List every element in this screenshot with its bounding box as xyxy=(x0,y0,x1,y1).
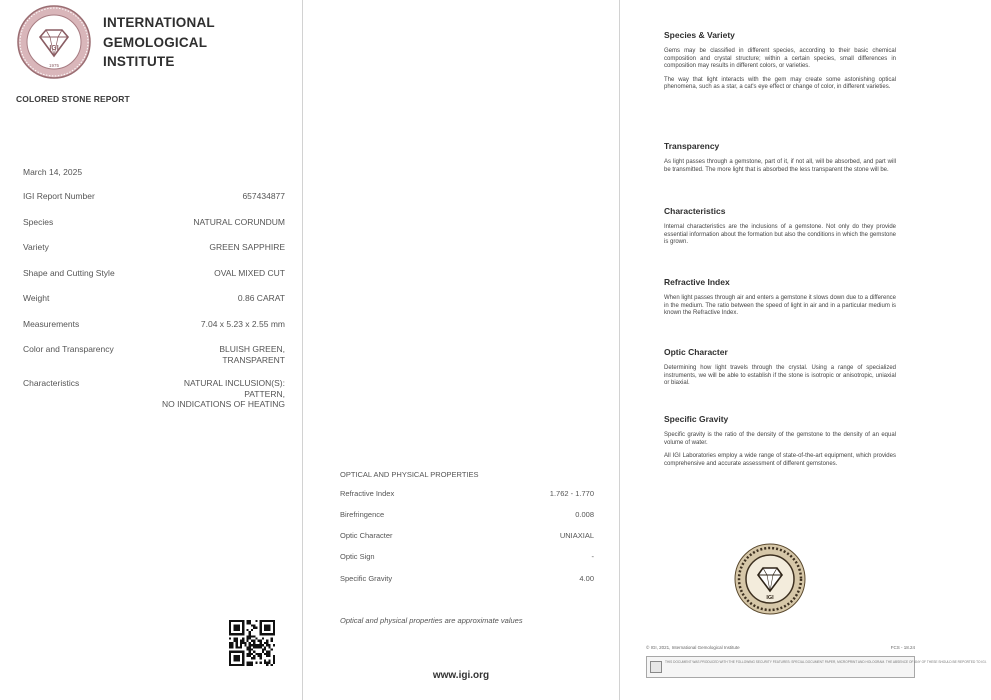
glossary-specific-gravity: Specific Gravity Specific gravity is the ratio of the density of the gemstone to the density of an equal volume of water. All IGI Laboratories employ a wide range of state-of-the-art equipment, which provides comprehensive and accurate assessment of different gemstones. xyxy=(664,414,896,467)
fold-line-right xyxy=(619,0,620,700)
glossary-refractive-index: Refractive Index When light passes through air and enters a gemstone it slows down due to a difference in the medium. The ratio between the speed of light in air and in a particular medium is known the Refractive Index. xyxy=(664,277,896,317)
security-strip xyxy=(646,656,987,678)
copyright-text: © IGI, 2021, International Gemological Institute xyxy=(646,645,740,650)
optical-note: Optical and physical properties are approximate values xyxy=(340,616,523,625)
optical-panel: OPTICAL AND PHYSICAL PROPERTIES Refractive Index 1.762 - 1.770 Birefringence 0.008 Optic Character UNIAXIAL Optic Sign - Specific Gravity 4.00 Optical and physical properties are approximate values www.igi.org xyxy=(305,0,617,700)
brand-name: INTERNATIONAL GEMOLOGICAL INSTITUTE xyxy=(103,15,215,69)
report-date: March 14, 2025 xyxy=(23,167,83,177)
gold-seal-icon xyxy=(734,543,806,615)
glossary-optic-character: Optic Character Determining how light travels through the crystal. Using a range of specialized instruments, we will be able to establish if the stone is isotropic or anisotropic, uniaxial or biaxial. xyxy=(664,347,896,387)
fold-line-left xyxy=(302,0,303,700)
website-link[interactable]: www.igi.org xyxy=(432,670,490,681)
glossary-panel xyxy=(622,0,991,700)
svg-text:IGI: IGI xyxy=(766,595,774,601)
hologram-icon xyxy=(650,661,662,673)
security-text: THIS DOCUMENT WAS PRODUCED WITH THE FOLLOWING SECURITY FEATURES: SPECIAL DOCUMENT PAPER, MICROPRINT AND HOLOGRAM. THE ABSENCE OF ANY OF THESE SHOULD BE REPORTED TO IGI. xyxy=(665,660,987,664)
svg-text:IGI: IGI xyxy=(49,45,59,52)
form-code: FCS - 18.24 xyxy=(890,645,915,650)
optical-heading: OPTICAL AND PHYSICAL PROPERTIES xyxy=(340,470,479,479)
report-panel: IGI 1975 INTERNATIONAL GEMOLOGICAL INSTITUTE COLORED STONE REPORT March 14, 2025 IGI Report Number 657434877 Species NATURAL CORUNDUM Variety GREEN SAPPHIRE Shape and Cutting Style OVAL MIXED CUT Weight 0.86 CARAT Measurements 7.04 x 5.23 x 2.55 mm Color and Transparency BLUISH GREEN, TRANSPARENT Characteristics NATURAL INCLUSION(S): PATTERN, NO INDICATIONS OF HEATING xyxy=(0,0,300,700)
glossary-species-variety: Species & Variety Gems may be classified in different species, according to their basic chemical composition and crystal structure; within a certain species, small differences in composition may results in different colors, or varieties. The way that light interacts with the gem may create some astonishing optical phenomena, such as a star, a cat's eye effect or change of color, in different varieties. xyxy=(664,30,896,91)
svg-text:1975: 1975 xyxy=(48,63,60,68)
qr-code xyxy=(229,620,275,666)
glossary-characteristics: Characteristics Internal characteristics are the inclusions of a gemstone. Not only do they provide essential information about the formation but also the conditions in which the gemstone is grown. xyxy=(664,206,896,246)
igi-seal-icon xyxy=(16,4,92,80)
report-title: COLORED STONE REPORT xyxy=(16,94,130,104)
glossary-transparency: Transparency As light passes through a gemstone, part of it, if not all, will be absorbed, and part will be transmitted. The more light that is absorbed the less transparent the stone will be. xyxy=(664,141,896,173)
